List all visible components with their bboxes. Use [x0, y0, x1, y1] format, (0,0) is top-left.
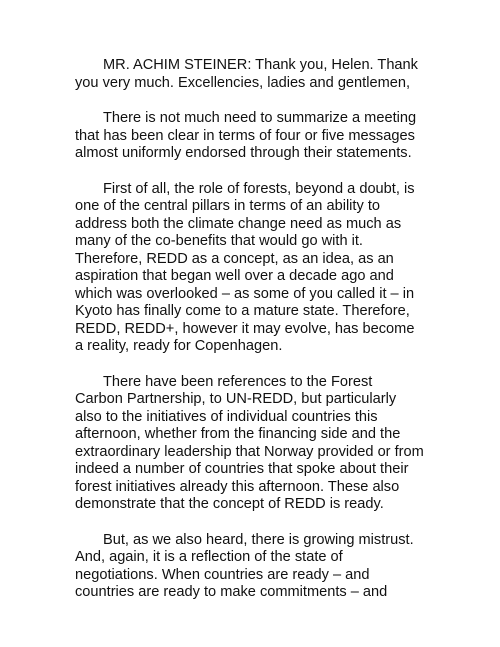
paragraph-line: REDD, REDD+, however it may evolve, has become — [75, 320, 415, 337]
paragraph-line: But, as we also heard, there is growing mistrust. — [103, 531, 414, 548]
paragraph-line: There is not much need to summarize a meeting — [103, 110, 417, 126]
paragraph-line: also to the initiatives of individual countries this — [75, 408, 378, 425]
paragraph-line: that has been clear in terms of four or five messages — [75, 127, 415, 144]
paragraph-line: Kyoto has finally come to a mature state. Therefore, — [75, 303, 410, 319]
paragraph-line: a reality, ready for Copenhagen. — [75, 338, 283, 354]
paragraph-1 — [75, 57, 435, 92]
paragraph-line: MR. ACHIM STEINER: Thank you, Helen. Thank — [103, 57, 418, 73]
paragraph-line: negotiations. When countries are ready – and — [75, 566, 370, 583]
paragraph-3 — [75, 181, 435, 356]
paragraph-line: demonstrate that the concept of REDD is ready. — [75, 496, 384, 512]
paragraph-line: countries are ready to make commitments – and — [75, 584, 388, 600]
paragraph-line: extraordinary leadership that Norway provided or from — [75, 443, 424, 460]
paragraph-line: And, again, it is a reflection of the state of — [75, 549, 343, 565]
paragraph-4 — [75, 374, 435, 514]
paragraph-line: There have been references to the Forest — [103, 373, 373, 390]
paragraph-line: almost uniformly endorsed through their statements. — [75, 145, 412, 161]
paragraph-line: you very much. Excellencies, ladies and gentlemen, — [75, 74, 411, 91]
paragraph-line: aspiration that began well over a decade ago and — [75, 268, 394, 284]
paragraph-line: Carbon Partnership, to UN-REDD, but particularly — [75, 391, 397, 407]
paragraph-line: Therefore, REDD as a concept, as an idea, as an — [75, 250, 394, 267]
paragraph-5 — [75, 532, 435, 602]
paragraph-line: indeed a number of countries that spoke about their — [75, 461, 409, 477]
paragraph-line: which was overlooked – as some of you called it – in — [75, 285, 415, 302]
paragraph-line: First of all, the role of forests, beyond a doubt, is — [103, 180, 415, 197]
paragraph-2 — [75, 110, 435, 163]
paragraph-line: address both the climate change need as much as — [75, 215, 402, 232]
paragraph-line: one of the central pillars in terms of an ability to — [75, 198, 381, 214]
paragraph-line: afternoon, whether from the financing side and the — [75, 426, 401, 442]
transcript-body — [75, 57, 435, 620]
paragraph-line: forest initiatives already this afternoon. These also — [75, 478, 400, 495]
paragraph-line: many of the co-benefits that would go with it. — [75, 233, 363, 249]
